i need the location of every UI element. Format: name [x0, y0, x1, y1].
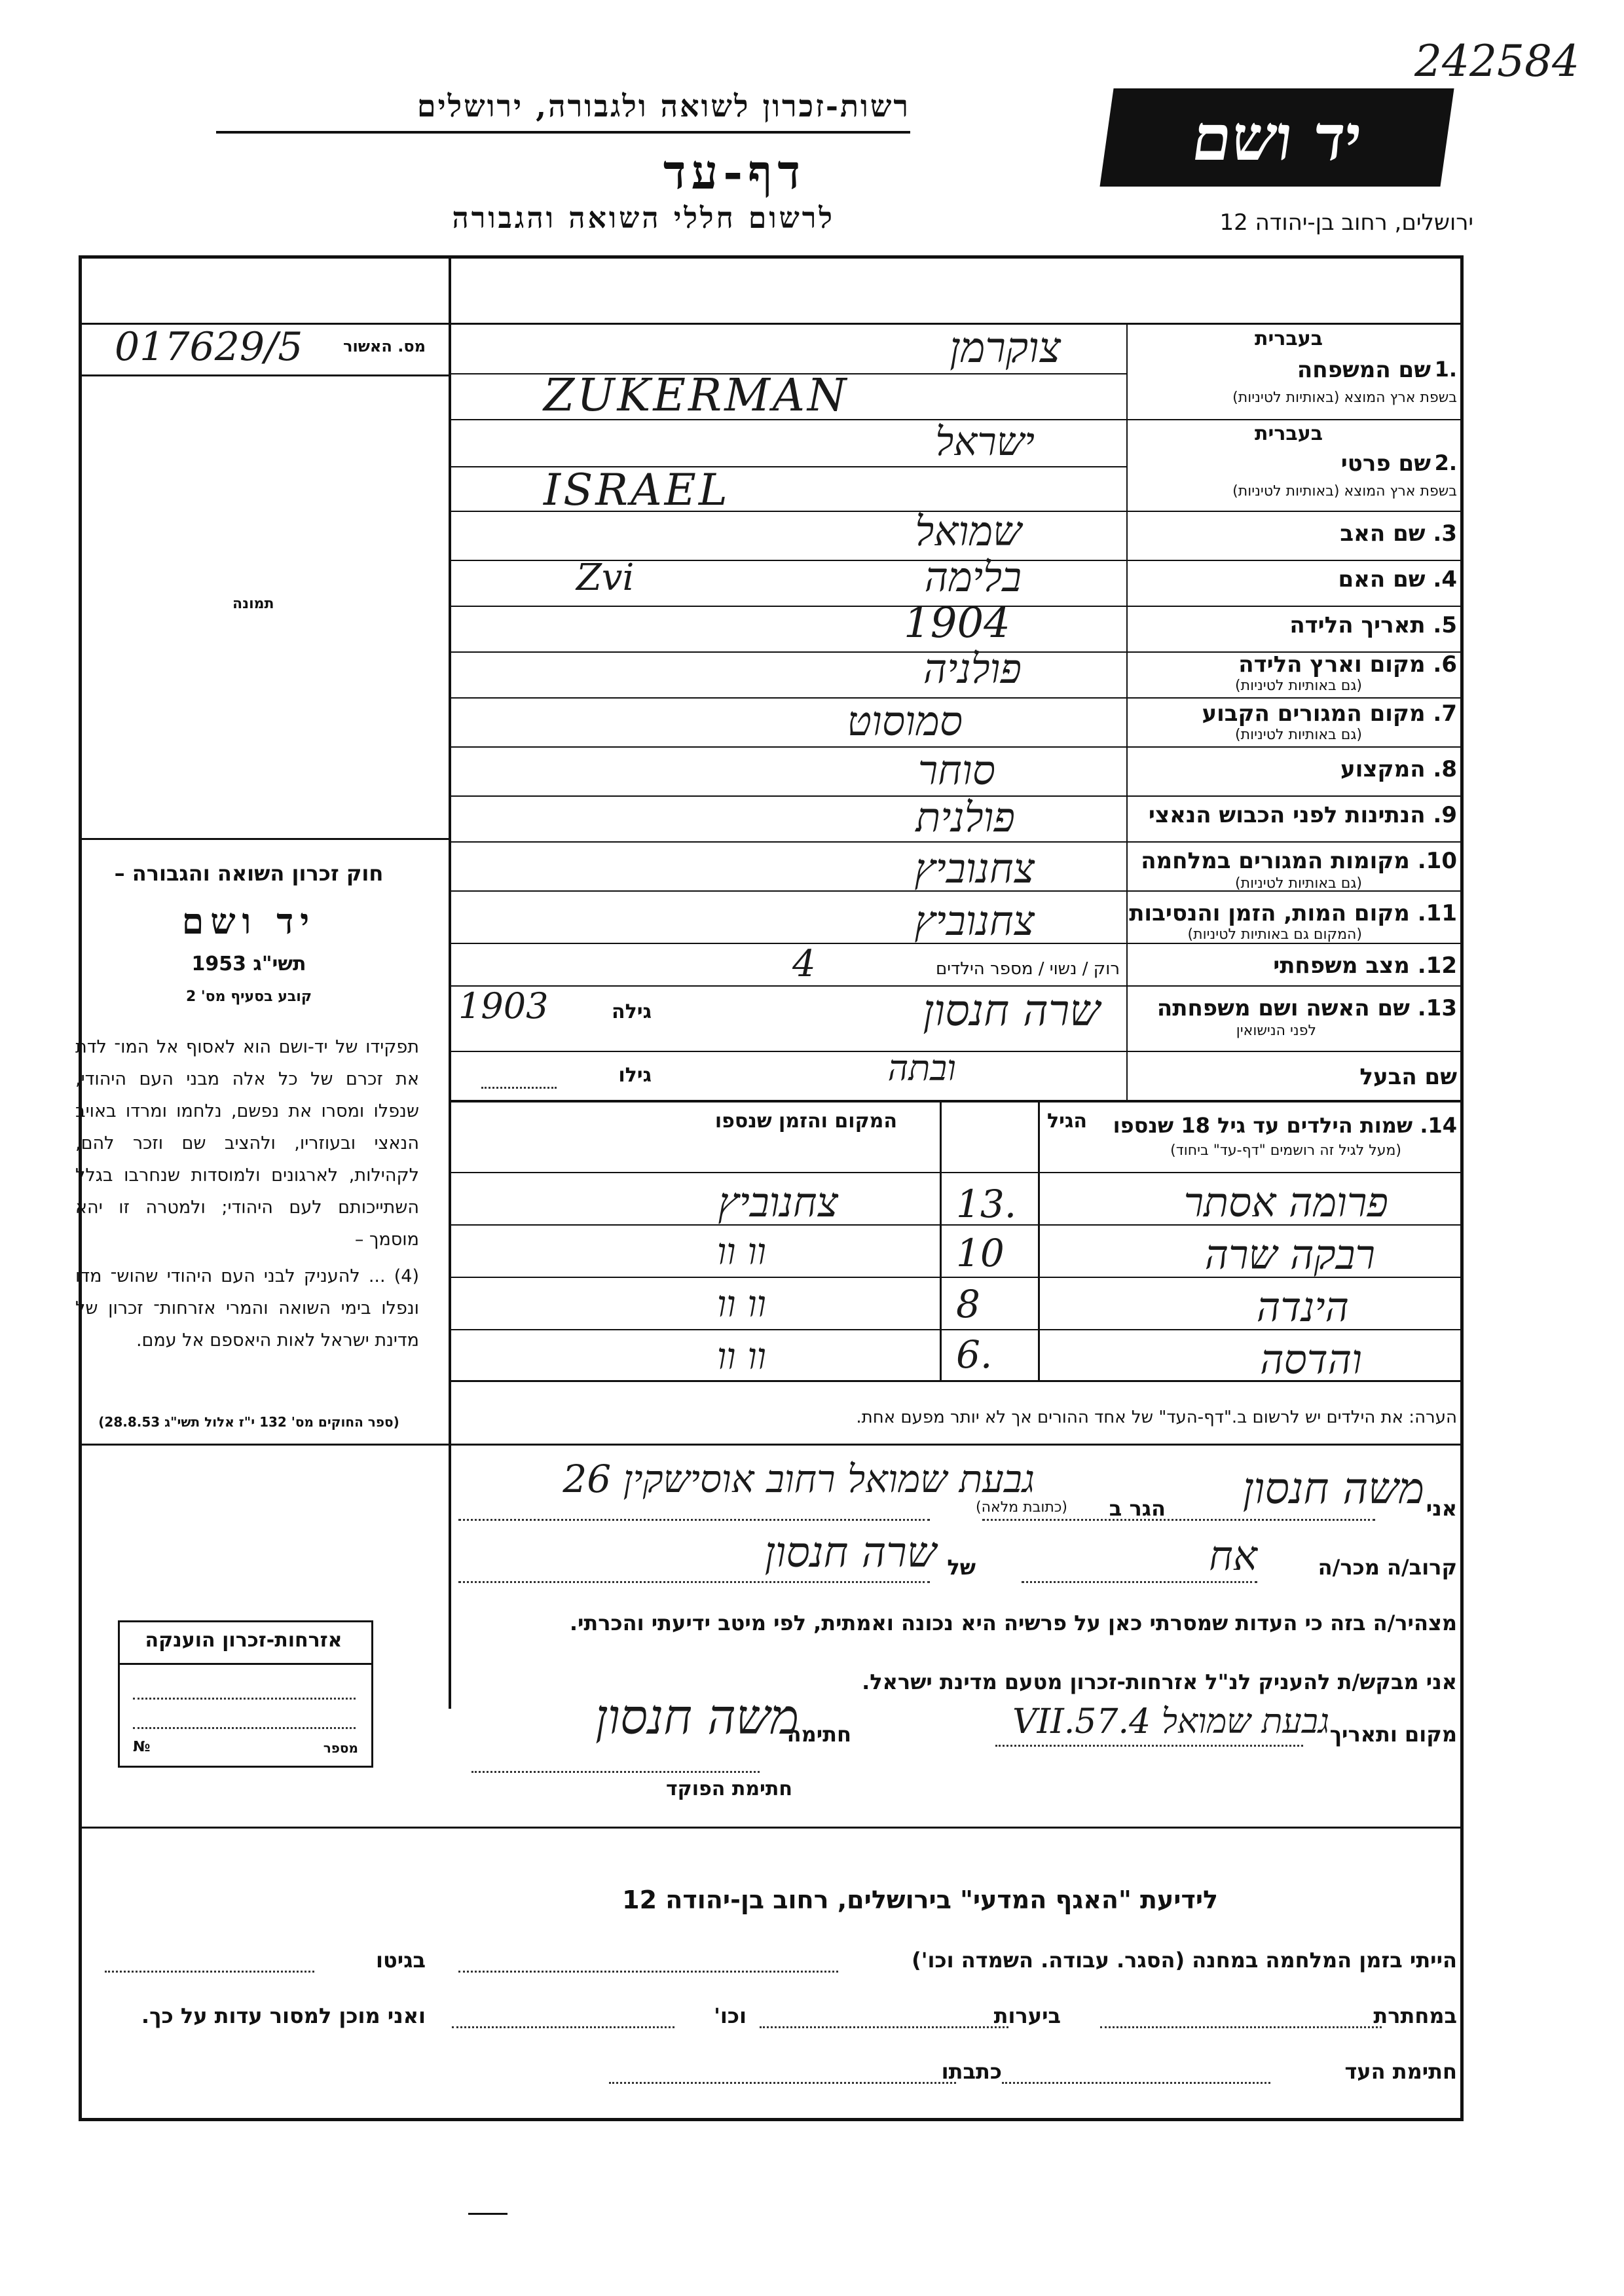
field-7-num: 7. — [1433, 701, 1457, 727]
field-2-label: שם פרטי — [1340, 450, 1431, 477]
field-10-text: מקומות המגורים במלחמה — [1141, 848, 1410, 874]
citizenship-box-no: № — [133, 1739, 151, 1755]
field-3-label — [1340, 520, 1457, 547]
law-text-4: (4) ... להעניק לבני העם היהודי שהוש־ מדו ונפלו בימי השואה והמרי אזרחות־ זכרון של מדינת ישראל לאות היאספם אל עמם. — [75, 1266, 419, 1351]
field-1-num: 1. — [1434, 357, 1457, 382]
field-9-text: הנתינות לפני הכבוש הנאצי — [1148, 802, 1426, 828]
witness-address-line — [458, 1519, 930, 1521]
surname-hebrew: צוקרמן — [950, 324, 1061, 373]
field-3-num: 3. — [1433, 520, 1457, 547]
child-1-name: פרומה אסתר — [1183, 1178, 1388, 1226]
children-header-sub: (מעל לגיל זה רושמים "דף-עד" ביחוד) — [1170, 1142, 1401, 1159]
field-10-label — [1141, 848, 1457, 874]
law-clause: קובע בסעיף מס' 2 — [185, 989, 312, 1005]
field-12-text: מצב משפחתי — [1273, 953, 1410, 979]
field-2-sub: בשפת ארץ המוצא (באותיות לטיניות) — [1232, 483, 1457, 500]
field-4-label — [1338, 566, 1457, 592]
stray-mark — [468, 2213, 507, 2215]
field-6-label — [1238, 651, 1457, 678]
children-divider — [451, 1100, 1464, 1102]
left-column-divider — [449, 255, 451, 1709]
field-7-sub: (גם באותיות לטיניות) — [1235, 727, 1362, 743]
officer-signature-line — [471, 1771, 760, 1773]
field-2-tag: בעברית — [1255, 422, 1323, 445]
husband-label: שם הבעל — [1359, 1064, 1457, 1090]
authority-underline — [216, 131, 910, 134]
label-column-divider — [1126, 323, 1128, 1100]
child-2-age: 10 — [956, 1231, 1005, 1275]
field-11-label — [1129, 900, 1457, 926]
relation: אח — [1209, 1532, 1257, 1580]
law-text: תפקידו של יד-ושם הוא לאסוף אל המו־ לדת את זכרם של כל אלה מבני העם היהודי, שנפלו ומסרו את נפשם, נלחמו ומרדו באויב הנאצי ובעוזריו, ולהציב שם וזכר להם, לקהילות, לארגונים ולמוסדות שנחרבו בגלל השתייכותם לעם היהודי; ולמטרה זו יהא מוסמך – — [75, 1037, 419, 1250]
form-subtitle: לרשום חללי השואה והגבורה — [452, 202, 835, 235]
witness-address-field — [609, 2082, 956, 2084]
wife-age-label: גילה — [612, 1000, 652, 1023]
field-9-label — [1149, 802, 1457, 828]
field-8-label — [1340, 756, 1457, 782]
declaration: מצהיר/ה בזה כי העדות שמסרתי כאן על פרשיה היא נכונה ואמתית, לפי מיטב ידיעתי והכרתי. — [569, 1611, 1457, 1635]
approval-number: 017629/5 — [115, 324, 303, 370]
camp-line-label: הייתי בזמן המלחמה במחנה (הסגר. עבודה. השמדה וכו') — [912, 1948, 1457, 1973]
birth-date: 1904 — [904, 599, 1010, 647]
citizenship-box — [118, 1620, 373, 1768]
child-2-name: רבקה שרה — [1204, 1231, 1375, 1279]
of-label: של — [947, 1555, 976, 1580]
husband-age-line — [481, 1087, 557, 1089]
given-name-hebrew: ישראל — [935, 419, 1035, 465]
profession: סוחר — [917, 746, 995, 794]
forests-label: ביערות — [993, 2003, 1061, 2028]
residence: סמוסוט — [847, 697, 963, 745]
field-11-num: 11. — [1417, 900, 1457, 926]
place-date-line — [995, 1745, 1303, 1747]
field-7-label — [1202, 701, 1457, 727]
note-divider — [79, 1444, 1464, 1446]
underground-label: במחתרת — [1373, 2003, 1457, 2028]
field-10-sub: (גם באותיות לטיניות) — [1235, 875, 1362, 892]
mother-name: בלימה — [924, 553, 1022, 601]
father-name: שמואל — [915, 507, 1022, 555]
child-4-age: 6. — [956, 1332, 993, 1377]
witness-signature-field — [1002, 2082, 1270, 2084]
approval-label: מס. האשור — [343, 337, 426, 355]
birth-place: פולניה — [923, 645, 1022, 693]
children-age-col-right — [1038, 1102, 1040, 1381]
child-4-name: והדסה — [1260, 1336, 1362, 1383]
signature-label: חתימה — [786, 1722, 851, 1747]
archive-number: 242584 — [1414, 36, 1579, 86]
witness-address-hint: (כתובת מלאה) — [976, 1499, 1067, 1516]
testimony-label: ואני מוכן למסור עדות על כך. — [141, 2003, 426, 2028]
children-note: הערה: את הילדים יש לרשום ב."דף-העד" של אחד ההורים אך לא יותר מפעם אחת. — [856, 1408, 1457, 1427]
death-place: צחנוביץ — [914, 897, 1035, 945]
law-title: חוק זכרון השואה והגבורה – — [114, 861, 384, 886]
logo-text: יד ושם — [1187, 100, 1367, 175]
relation-line — [1022, 1581, 1257, 1583]
citizenship-box-divider — [120, 1663, 371, 1665]
children-header — [1113, 1113, 1457, 1138]
wartime-residence: צחנוביץ — [914, 845, 1035, 892]
place-date-label: מקום ותאריך — [1329, 1722, 1457, 1747]
surname-latin: ZUKERMAN — [544, 370, 849, 422]
citizenship-box-line — [133, 1727, 356, 1729]
citizenship-box-number-label: מספר — [323, 1740, 358, 1756]
law-year: תשי"ג 1953 — [191, 953, 306, 975]
etc-label: וכו' — [714, 2003, 747, 2028]
wife-age: 1903 — [458, 985, 549, 1027]
field-4-num: 4. — [1433, 566, 1457, 592]
child-3-age: 8 — [956, 1282, 980, 1326]
address: ירושלים, רחוב בן-יהודה 12 — [1219, 210, 1473, 236]
wife-name: שרה חנסון — [923, 985, 1100, 1036]
nationality: פולנית — [915, 793, 1015, 841]
child-1-age: 13. — [956, 1182, 1017, 1226]
authority-title: רשות-זכרון לשואה ולגבורה, ירושלים — [416, 88, 910, 124]
children-count: 4 — [792, 943, 816, 985]
field-5-num: 5. — [1433, 612, 1457, 638]
field-4-text: שם האם — [1338, 566, 1426, 592]
photo-divider — [79, 838, 449, 840]
approval-divider — [79, 374, 449, 376]
law-name: יד ושם — [181, 900, 316, 942]
children-age-col: הגיל — [1047, 1110, 1087, 1133]
ghetto-label: בגיטו — [376, 1948, 426, 1973]
field-11-sub: (המקום גם באותיות לטיניות) — [1187, 926, 1362, 943]
field-10-num: 10. — [1417, 848, 1457, 874]
field-13-num: 13. — [1417, 995, 1457, 1021]
field-1-tag: בעברית — [1255, 327, 1323, 350]
field-9-num: 9. — [1433, 802, 1457, 828]
child-2-place: וו וו — [716, 1231, 766, 1273]
field-3-text: שם האב — [1340, 520, 1426, 547]
child-3-place: וו וו — [716, 1283, 766, 1326]
witness-name: משה חנסון — [1242, 1463, 1424, 1514]
relative-of: שרה חנסון — [764, 1529, 936, 1577]
bottom-title: לידיעת "האגף המדעי" בירושלים, רחוב בן-יהודה 12 — [622, 1886, 1218, 1914]
field-7-text: מקום המגורים הקבוע — [1202, 701, 1426, 727]
child-1-place: צחנוביץ — [718, 1178, 838, 1226]
witness-name-line — [982, 1519, 1375, 1521]
relative-of-line — [458, 1581, 930, 1583]
field-5-text: תאריך הלידה — [1289, 612, 1426, 638]
field-11-text: מקום המות, הזמן והנסיבות — [1129, 900, 1410, 926]
witness-i-label: אני — [1426, 1496, 1457, 1521]
witness-resides-label: הגר ב — [1109, 1496, 1166, 1521]
field-1-sub: בשפת ארץ המוצא (באותיות לטיניות) — [1232, 390, 1457, 406]
form-title: דף-עד — [663, 144, 805, 200]
citizenship-box-title: אזרחות-זכרון הוענקה — [145, 1629, 342, 1652]
field-5-label — [1289, 612, 1457, 638]
etc-field — [452, 2026, 674, 2028]
child-3-name: הינדה — [1256, 1283, 1349, 1331]
officer-signature-label: חתימת הפוקד — [666, 1777, 792, 1800]
mother-name-latin: Zvi — [576, 556, 635, 599]
husband-age-label: גילו — [618, 1064, 652, 1087]
request: אני מבקש/ת להעניק לנ"ל אזרחות-זכרון מטעם מדינת ישראל. — [862, 1669, 1457, 1694]
children-header-line — [451, 1172, 1464, 1173]
field-2-num: 2. — [1434, 450, 1457, 475]
field-13-text: שם האשה ושם משפחתה — [1156, 995, 1410, 1021]
children-place-col: המקום והזמן שנספו — [714, 1110, 897, 1133]
children-num: 14. — [1420, 1113, 1457, 1138]
field-8-num: 8. — [1433, 756, 1457, 782]
underground-field — [1100, 2026, 1382, 2028]
ghetto-field — [105, 1971, 314, 1973]
relative-label: קרוב/ה מכר/ה — [1318, 1555, 1457, 1580]
row-line — [451, 1051, 1464, 1052]
witness-address-label: כתבתו — [941, 2059, 1002, 2084]
field-12-label — [1273, 953, 1457, 979]
forests-field — [760, 2026, 1008, 2028]
field-6-sub: (גם באותיות לטיניות) — [1235, 678, 1362, 694]
field-6-text: מקום וארץ הלידה — [1238, 651, 1426, 678]
field-13-label — [1157, 995, 1457, 1021]
place-date: גבעת שמואל 4.VII.57 — [1012, 1702, 1329, 1741]
child-4-place: וו וו — [716, 1336, 766, 1378]
field-12-sub: רוק / נשוי / מספר הילדים — [935, 959, 1120, 979]
witness-address: גבעת שמואל רחוב אוסישקין 26 — [563, 1457, 1035, 1501]
field-1-label: שם המשפחה — [1297, 357, 1431, 383]
field-12-num: 12. — [1417, 953, 1457, 979]
husband-value: ובתה — [887, 1048, 956, 1089]
field-8-text: המקצוע — [1340, 756, 1426, 782]
bottom-divider — [79, 1827, 1464, 1829]
given-name-latin: ISRAEL — [544, 465, 730, 515]
field-6-num: 6. — [1433, 651, 1457, 678]
children-header-text: שמות הילדים עד גיל 18 שנספו — [1113, 1113, 1413, 1138]
signature: משה חנסון — [595, 1689, 799, 1745]
witness-signature-label: חתימת העד — [1344, 2059, 1457, 2084]
law-source: (ספר החוקים מס' 132 י"ז אלול תשי"ג 28.8.53) — [98, 1414, 399, 1430]
yad-vashem-logo — [1099, 88, 1454, 187]
citizenship-box-line — [133, 1698, 356, 1700]
children-age-col-left — [940, 1102, 942, 1381]
camp-line-field — [458, 1971, 838, 1973]
photo-label: תמונה — [232, 596, 274, 612]
field-13-sub: לפני הנישואין — [1236, 1023, 1316, 1039]
